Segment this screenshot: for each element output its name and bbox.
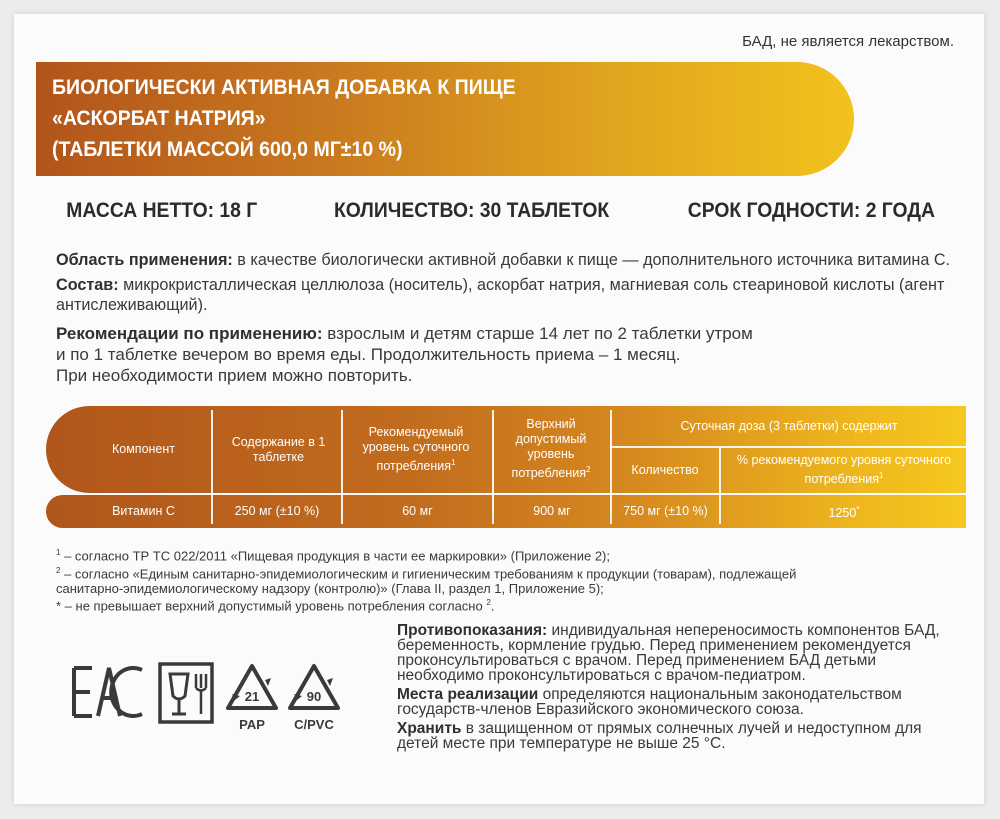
header-recommended-text: Рекомендуемый уровень суточного потребления (362, 424, 470, 474)
header-recommended (346, 406, 486, 493)
column-divider (719, 447, 721, 524)
footnote-2-cont: санитарно-эпидемиологическому надзору (контролю)» (Глава II, раздел 1, Приложение 5); (56, 580, 604, 596)
header-recommended-sup: 1 (450, 457, 456, 467)
header-daily-dose: Суточная доза (3 таблетки) содержит (680, 418, 898, 433)
composition-label: Состав: (56, 276, 119, 294)
storage-paragraph (397, 721, 957, 751)
composition-paragraph (56, 275, 956, 315)
footnote-2 (56, 564, 956, 582)
recommendation-line-3: При необходимости прием можно повторить. (56, 366, 413, 385)
shelf-life: СРОК ГОДНОСТИ: 2 ГОДА (688, 199, 936, 222)
row-upper: 900 мг (533, 504, 571, 518)
recycle-pap-label: PAP (239, 717, 265, 732)
row-amount: 750 мг (±10 %) (623, 504, 708, 518)
row-percent-sup: * (856, 504, 860, 514)
title-line-3: (ТАБЛЕТКИ МАССОЙ 600,0 МГ±10 %) (52, 138, 403, 161)
header-percent-text: % рекомендуемого уровня суточного потребления (736, 452, 952, 487)
usage-label: Область применения: (56, 251, 233, 269)
header-content: Содержание в 1 таблетке (231, 434, 326, 464)
sale-paragraph (397, 687, 957, 717)
row-content: 250 мг (±10 %) (234, 504, 320, 518)
footnote-2-mark: 2 (56, 565, 61, 575)
contraindications-label: Противопоказания: (397, 622, 548, 639)
sale-label: Места реализации (397, 686, 539, 703)
composition-text: микрокристаллическая целлюлоза (носитель), аскорбат натрия, магниевая соль стеариновой кислоты (агент антислеживающий). (56, 276, 945, 314)
contraindications-paragraph (397, 623, 957, 683)
recommendation-line-2: и по 1 таблетке вечером во время еды. Продолжительность приема – 1 месяц. (56, 345, 681, 364)
sale-text: определяются национальным законодательством государств-членов Евразийского экономического союза. (397, 686, 902, 718)
row-percent (722, 495, 966, 528)
footnote-2-line-1: – согласно «Единым санитарно-эпидемиологическим и гигиеническим требованиям к продукции (товарам), подлежащей (60, 566, 797, 582)
warnings-block (397, 623, 957, 755)
eac-icon (74, 668, 142, 716)
header-percent (722, 447, 966, 493)
storage-text: в защищенном от прямых солнечных лучей и недоступном для детей месте при температуре не выше 25 °С. (397, 720, 922, 752)
header-upper-text: Верхний допустимый уровень потребления (511, 417, 587, 481)
title-line-1: БИОЛОГИЧЕСКИ АКТИВНАЯ ДОБАВКА К ПИЩЕ (52, 76, 516, 99)
usage-text: в качестве биологически активной добавки к пище — дополнительного источника витамина С. (232, 251, 951, 269)
footnote-3-end: . (490, 598, 495, 614)
storage-label: Хранить (397, 720, 462, 737)
tablet-quantity: КОЛИЧЕСТВО: 30 ТАБЛЕТОК (333, 199, 609, 222)
recycle-pap-number: 21 (244, 689, 260, 704)
header-upper-sup: 2 (585, 465, 591, 475)
footnotes (56, 546, 956, 614)
contraindications-text: индивидуальная непереносимость компонентов БАД, беременность, кормление грудью. Перед применением рекомендуется проконсультироваться с врачом. Перед применением БАД детьми необходимо проконсультироваться с врачом-педиатром. (397, 622, 940, 684)
footnote-1-mark: 1 (56, 548, 61, 557)
certification-icons (72, 660, 372, 740)
footnote-3 (56, 596, 956, 614)
recycle-cpvc-label: C/PVC (294, 717, 334, 732)
footnote-1-text: – согласно ТР ТС 022/2011 «Пищевая продукция в части ее маркировки» (Приложение 2); (60, 548, 610, 564)
glass-fork-icon (160, 664, 212, 722)
row-recommended: 60 мг (402, 504, 433, 518)
supplement-notice: БАД, не является лекарством. (742, 33, 954, 50)
footnote-3-mark: 2 (486, 598, 491, 608)
header-percent-sup: 1 (878, 470, 884, 480)
recycle-cpvc-icon (290, 666, 338, 732)
header-component: Компонент (111, 442, 176, 456)
title-line-2: «АСКОРБАТ НАТРИЯ» (52, 107, 266, 130)
nutrition-table (46, 406, 974, 528)
recycle-pap-icon (228, 666, 276, 732)
recommendation-label: Рекомендации по применению: (56, 324, 323, 343)
footnote-1 (56, 546, 956, 564)
recommendation-line-1: взрослым и детям старше 14 лет по 2 таблетки утром (322, 324, 753, 343)
recycle-cpvc-number: 90 (306, 689, 322, 704)
footnote-3-text: * – не превышает верхний допустимый уровень потребления согласно (56, 598, 487, 614)
row-component: Витамин С (112, 504, 175, 518)
description-block (56, 250, 956, 391)
product-meta-row (58, 199, 946, 223)
row-percent-value: 1250 (828, 506, 857, 521)
net-mass: МАССА НЕТТО: 18 Г (66, 199, 258, 222)
product-title (52, 72, 516, 165)
header-upper-limit (498, 406, 604, 493)
header-amount: Количество (631, 462, 699, 477)
recommendation-paragraph (56, 323, 956, 386)
usage-paragraph (56, 250, 956, 270)
